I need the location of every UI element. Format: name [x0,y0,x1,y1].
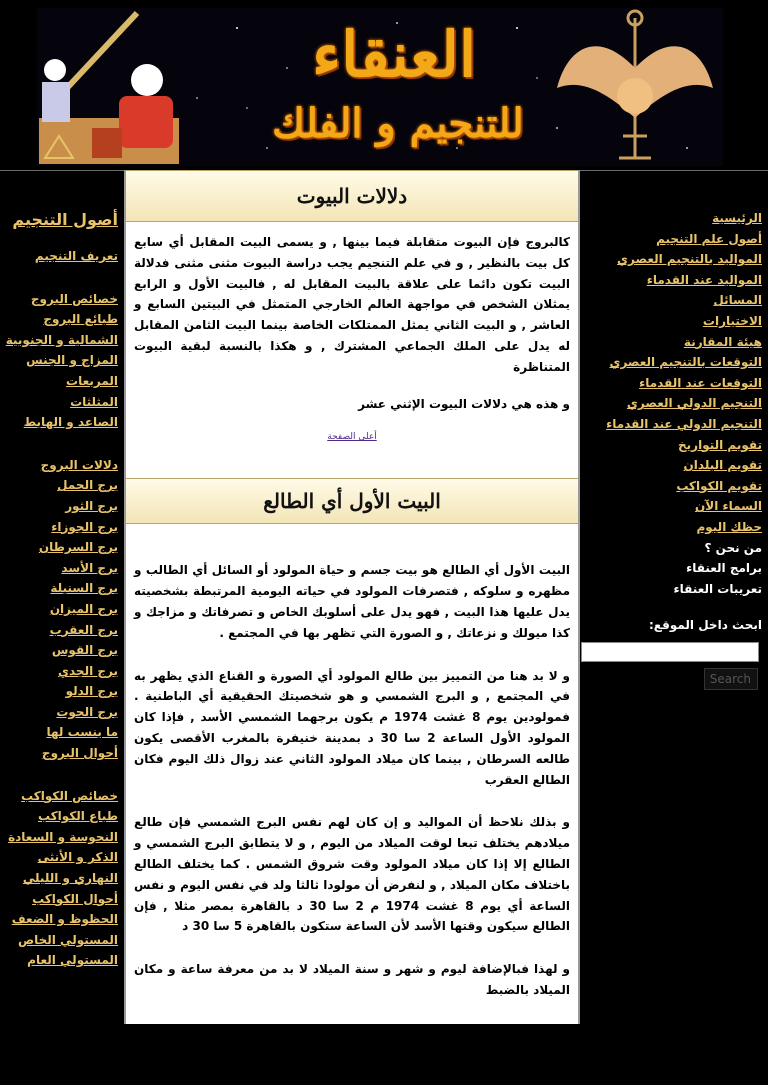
left-nav-link[interactable]: برج الحوت [56,704,118,719]
section-title-first-house: البيت الأول أي الطالع [126,478,578,524]
left-nav-heading[interactable]: أصول التنجيم [12,210,118,229]
left-nav-link[interactable]: طبائع البروج [43,312,118,327]
left-nav-link[interactable]: النهاري و الليلي [22,871,118,886]
left-nav-link[interactable]: برج الدلو [65,684,118,699]
astronomers-illustration [39,13,179,164]
right-nav-link[interactable]: السماء الآن [695,499,762,514]
left-nav-link[interactable]: برج الثور [65,498,118,513]
section-title-house-meanings: دلالات البيوت [126,170,578,222]
left-nav-link[interactable]: المستولي الخاص [17,932,118,947]
left-nav-link[interactable]: الحظوظ و الضعف [11,912,118,927]
right-nav-link[interactable]: التنجيم الدولي العصري [626,396,762,411]
left-nav-link[interactable]: أحوال الكواكب [32,891,118,906]
right-nav-link[interactable]: الرئيسية [712,211,762,225]
right-nav-link[interactable]: تقويم التواريخ [678,437,762,452]
left-nav-link[interactable]: النحوسة و السعادة [8,829,118,844]
left-nav-link[interactable]: الذكر و الأنثى [37,850,118,865]
search-input[interactable] [581,642,759,662]
left-nav-link[interactable]: برج القوس [51,643,118,658]
left-nav-link[interactable]: ما ينسب لها [46,725,118,740]
intro-paragraph: كالبروج فإن البيوت متقابلة فيما بينها , و يسمى البيت المقابل أي سابع كل بيت بالنظير , و في علم التنجيم يجب دراسة البيوت مثنى مثنى فدلالة البيت تكون دائما على علاقة بالبيت المقابل له , فالبيت الأول و الرابع يمثلان الشخص في مواجهة العالم الخارجي المتمثل في البيتين السابع و العاشر , و البيت الثاني يمثل الممتلكات الخاصة بينما البيت الثامن المقابل له يدل على الملك الجماعي المشترك , و هكذا بالنسبة لبقية البيوت المتناظرة [134,235,570,374]
right-nav-link[interactable]: المواليد عند القدماء [646,272,762,287]
left-nav-link[interactable]: برج السرطان [38,540,118,555]
left-nav [0,200,124,971]
left-nav-gap [0,764,124,786]
left-nav-gap [0,433,124,455]
left-nav-link[interactable]: برج السنبلة [50,581,118,596]
right-nav-link[interactable]: المواليد بالتنجيم العصري [617,252,762,267]
right-nav-link[interactable]: التوقعات عند القدماء [639,375,762,390]
left-nav-link[interactable]: دلالات البروج [40,457,118,472]
left-nav-link[interactable]: الشمالية و الجنوبية [5,332,118,347]
content-paragraph: البيت الأول أي الطالع هو بيت جسم و حياة المولود أو السائل أي الطالب و مظهره و سلوكه , فتصرفات المولود في حياته اليومية المرتبطة بشخصيته يدل عليها هذا البيت , فهو يدل على أسلوبك الخاص و تصرفاتك و مزاجك و كذا ميولك و نزعاتك , و الصورة التي تظهر بها في المجتمع . [134,563,570,640]
first-house-paragraphs [126,524,578,1085]
left-nav-link[interactable]: برج العقرب [49,622,118,637]
right-nav-link[interactable]: أصول علم التنجيم [656,231,762,246]
content-paragraph: و بذلك نلاحظ أن المواليد و إن كان لهم نفس البرج الشمسي فإن طالع ميلادهم يختلف تبعا لوقت الميلاد من اليوم , و لا يتطابق البرج الشمسي و الطالع إلا إذا كان ميلاد المولود وقت شروق الشمس . كما يختلف الطالع باختلاف مكان الميلاد , و لنفرض أن مولودا ثالثا ولد في نفس اليوم و نفس الساعة أي يوم 8 غشت 1974 م 2 سا 30 د بالقاهرة بمصر مثلا , فإن الطالع سيكون وقتها الأسد لأن الساعة ستكون بالقاهرة 5 سا 30 د [134,815,570,934]
intro-paragraph-2: و هذه هي دلالات البيوت الإثني عشر [358,396,570,411]
content-paragraph: و لهذا فبالإضافة ليوم و شهر و سنة الميلاد لا بد من معرفة ساعة و مكان الميلاد بالضبط [134,962,570,997]
left-nav-link[interactable]: المربعات [66,373,118,388]
right-nav-link[interactable]: التنجيم الدولي عند القدماء [606,416,762,431]
left-nav-link[interactable]: المستولي العام [27,953,118,968]
left-nav-link[interactable]: المثلثات [70,394,118,409]
left-nav-groups [0,246,124,971]
site-banner [37,8,723,166]
right-nav-plain-items [578,538,768,600]
left-nav-link[interactable]: الصاعد و الهابط [23,415,118,430]
main-content [124,170,580,1082]
left-nav-link[interactable]: خصائص الكواكب [21,788,118,803]
right-nav-link[interactable]: تقويم البلدان [683,458,762,473]
left-nav-link[interactable]: طباع الكواكب [38,809,118,824]
right-nav-link[interactable]: التوقعات بالتنجيم العصري [609,355,762,370]
right-nav-item[interactable]: من نحن ؟ [704,540,762,555]
right-nav-item[interactable]: برامج العنقاء [686,561,762,576]
site-logo-subtitle: للتنجيم و الفلك [272,100,524,147]
right-nav-link[interactable]: هيئة المقارنة [683,334,762,349]
left-nav-link[interactable]: أحوال البروج [41,746,118,761]
left-nav-link[interactable]: برج الأسد [61,560,118,575]
left-nav-link[interactable]: تعريف التنجيم [34,249,118,263]
left-nav-link[interactable]: برج الميزان [49,601,118,616]
search-label: ابحث داخل الموقع: [649,618,762,632]
left-nav-link[interactable]: برج الحمل [57,478,118,493]
left-nav-link[interactable]: خصائص البروج [30,291,118,306]
left-nav-gap [0,267,124,289]
right-nav-link[interactable]: المسائل [713,293,762,308]
right-nav-item[interactable]: تعريبات العنقاء [673,581,762,596]
right-nav-links [578,208,768,538]
phoenix-emblem [557,11,713,158]
right-nav [578,208,768,686]
left-nav-link[interactable]: المزاج و الجنس [26,353,118,368]
right-nav-link[interactable]: الاختيارات [702,313,762,328]
site-logo-title: العنقاء [312,18,477,91]
right-nav-link[interactable]: حظك اليوم [696,519,762,534]
content-paragraph: و لا بد هنا من التمييز بين طالع المولود أي الصورة و القناع الذي يظهر به في المجتمع , و البرج الشمسي و هو شخصيتك الحقيقية أي الباطنية . فمولودين يوم 8 غشت 1974 م يكون برجهما الشمسي الأسد , فإذا كان المولود الأول الساعة 2 سا 30 د بمدينة خنيفرة بالمغرب الأقصى يكون طالعه السرطان , بينما كان ميلاد المولود الثاني عند زوال ذلك اليوم فكان الطالع العقرب [134,668,571,787]
right-nav-link[interactable]: تقويم الكواكب [676,478,762,493]
search-button[interactable]: Search [704,668,758,690]
left-nav-link[interactable]: برج الجوزاء [51,519,118,534]
content-paragraph: و البيت الأول يدل على جسم المولود و ردود فعله الجسدية أي أخلاقه و طفولته , و هو يدل كثيرا على الصحة , و على أول انطباع تعطيه , و كيف تبدأ الأمور و الصورة التي [134,1025,570,1082]
back-to-top-link[interactable]: أعلى الصفحة [327,432,377,443]
left-nav-link[interactable]: برج الجدي [58,663,118,678]
